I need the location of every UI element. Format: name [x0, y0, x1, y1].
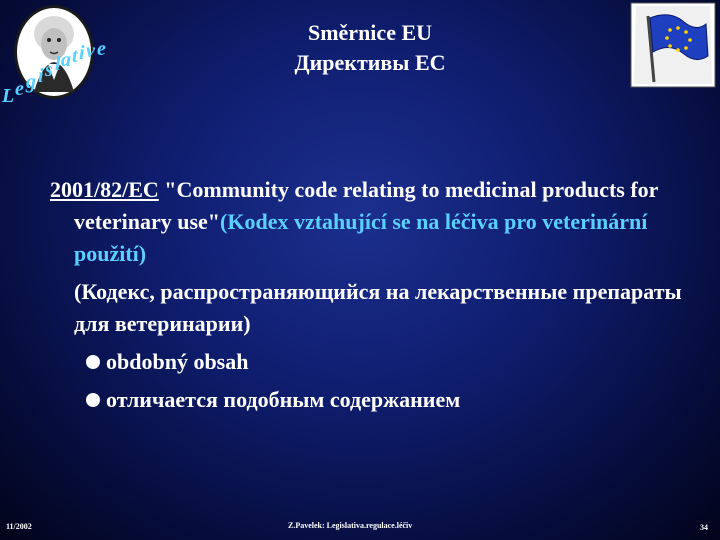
title-czech: Směrnice EU: [307, 20, 433, 45]
svg-text:i: i: [79, 42, 85, 64]
bullet-text: obdobný obsah: [106, 349, 249, 374]
svg-text:L: L: [2, 85, 15, 107]
slide-title: [220, 18, 520, 78]
svg-text:i: i: [38, 65, 44, 87]
bullet-dot-icon: [86, 355, 100, 369]
svg-text:s: s: [45, 59, 53, 81]
directive-number: 2001/82/EC: [50, 177, 159, 202]
legislative-logo-text: [0, 40, 110, 110]
svg-text:l: l: [55, 53, 61, 75]
directive-title-en: "Community code relating to medicinal products for veterinary use": [74, 177, 659, 234]
svg-text:e: e: [15, 78, 24, 100]
svg-text:v: v: [86, 40, 95, 62]
svg-text:g: g: [26, 71, 36, 93]
content-body: [50, 174, 700, 416]
eu-flag-icon: [630, 2, 716, 88]
bullet-dot-icon: [86, 393, 100, 407]
directive-title-cs: (Kodex vztahující se na léčiva pro veterinární použití): [74, 209, 648, 266]
footer-page-number: 34: [700, 523, 708, 532]
svg-text:t: t: [72, 45, 78, 67]
directive-paragraph: [50, 174, 700, 270]
footer-date: 11/2002: [6, 522, 32, 531]
footer-author: Z.Pavelek: Legislativa.regulace.léčiv: [288, 521, 413, 530]
bullet-item: [86, 384, 700, 416]
svg-text:e: e: [97, 40, 106, 60]
bullet-text: отличается подобным содержанием: [106, 387, 461, 412]
svg-text:a: a: [61, 49, 71, 71]
directive-title-ru: (Кодекс, распространяющийся на лекарственные препараты для ветеринарии): [74, 279, 682, 336]
bullet-item: [86, 346, 700, 378]
title-russian: Директивы ЕС: [294, 50, 446, 75]
